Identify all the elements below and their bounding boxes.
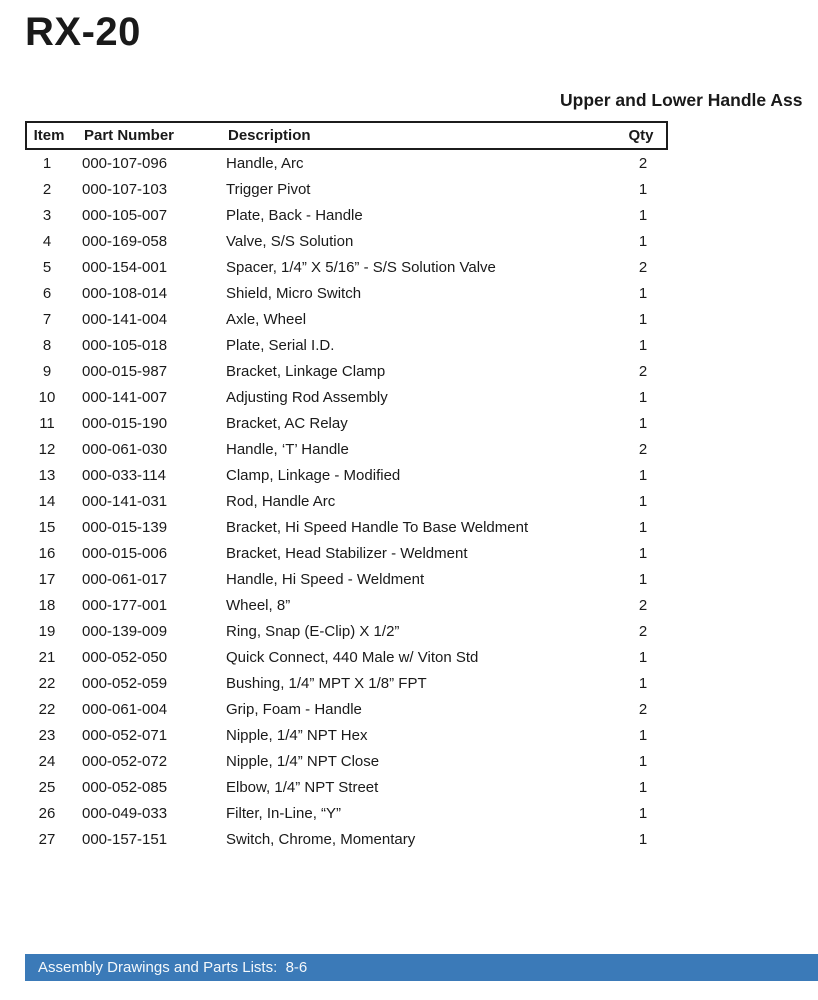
description-cell: Grip, Foam - Handle [226, 700, 362, 718]
table-row [25, 462, 668, 488]
qty-cell: 1 [638, 570, 648, 588]
item-cell: 18 [38, 596, 56, 614]
item-cell: 25 [38, 778, 56, 796]
table-row [25, 826, 668, 852]
part-number-cell: 000-105-018 [82, 336, 168, 354]
description-cell: Shield, Micro Switch [226, 284, 362, 302]
part-number-cell: 000-141-004 [82, 310, 168, 328]
table-row [25, 202, 668, 228]
qty-cell: 1 [638, 284, 648, 302]
description-cell: Quick Connect, 440 Male w/ Viton Std [226, 648, 479, 666]
part-number-cell: 000-107-096 [82, 154, 168, 172]
item-cell: 17 [38, 570, 56, 588]
table-row [25, 722, 668, 748]
description-cell: Bracket, AC Relay [226, 414, 348, 432]
description-cell: Plate, Back - Handle [226, 206, 363, 224]
table-row [25, 254, 668, 280]
table-row [25, 436, 668, 462]
table-row [25, 150, 668, 176]
description-cell: Bracket, Head Stabilizer - Weldment [226, 544, 468, 562]
part-number-cell: 000-107-103 [82, 180, 168, 198]
item-cell: 22 [38, 674, 56, 692]
qty-cell: 1 [638, 180, 648, 198]
parts-table [25, 121, 668, 852]
table-row [25, 488, 668, 514]
item-cell: 3 [42, 206, 52, 224]
description-cell: Bushing, 1/4” MPT X 1/8” FPT [226, 674, 427, 692]
qty-cell: 1 [638, 544, 648, 562]
description-cell: Wheel, 8” [226, 596, 291, 614]
part-number-cell: 000-108-014 [82, 284, 168, 302]
part-number-cell: 000-015-006 [82, 544, 168, 562]
item-cell: 11 [39, 414, 55, 432]
part-number-cell: 000-154-001 [82, 258, 168, 276]
part-number-cell: 000-052-085 [82, 778, 168, 796]
section-heading: Upper and Lower Handle Ass [560, 90, 803, 110]
part-number-cell: 000-015-987 [82, 362, 168, 380]
description-cell: Handle, ‘T’ Handle [226, 440, 349, 458]
item-cell: 12 [38, 440, 56, 458]
item-cell: 19 [38, 622, 56, 640]
qty-cell: 2 [638, 154, 648, 172]
part-number-cell: 000-141-031 [82, 492, 168, 510]
part-number-cell: 000-052-071 [82, 726, 168, 744]
qty-cell: 1 [638, 466, 648, 484]
description-cell: Axle, Wheel [226, 310, 307, 328]
table-row [25, 696, 668, 722]
qty-cell: 1 [638, 492, 648, 510]
table-row [25, 748, 668, 774]
qty-cell: 2 [638, 362, 648, 380]
description-cell: Clamp, Linkage - Modified [226, 466, 401, 484]
column-header-item: Item [33, 127, 65, 144]
qty-cell: 1 [638, 388, 648, 406]
part-number-cell: 000-177-001 [82, 596, 168, 614]
item-cell: 16 [38, 544, 56, 562]
qty-cell: 1 [638, 752, 648, 770]
part-number-cell: 000-157-151 [82, 830, 168, 848]
item-cell: 8 [42, 336, 52, 354]
footer-text: Assembly Drawings and Parts Lists: 8-6 [38, 959, 308, 976]
table-body [25, 150, 668, 852]
part-number-cell: 000-015-190 [82, 414, 168, 432]
part-number-cell: 000-061-030 [82, 440, 168, 458]
description-cell: Ring, Snap (E-Clip) X 1/2” [226, 622, 400, 640]
description-cell: Filter, In-Line, “Y” [226, 804, 342, 822]
qty-cell: 1 [638, 206, 648, 224]
column-header-qty: Qty [628, 127, 654, 144]
table-row [25, 644, 668, 670]
description-cell: Bracket, Linkage Clamp [226, 362, 386, 380]
qty-cell: 1 [638, 414, 648, 432]
qty-cell: 1 [638, 778, 648, 796]
table-row [25, 280, 668, 306]
qty-cell: 1 [638, 726, 648, 744]
item-cell: 22 [38, 700, 56, 718]
part-number-cell: 000-052-059 [82, 674, 168, 692]
table-header-row [25, 121, 668, 150]
description-cell: Handle, Hi Speed - Weldment [226, 570, 425, 588]
item-cell: 1 [42, 154, 52, 172]
part-number-cell: 000-139-009 [82, 622, 168, 640]
table-row [25, 800, 668, 826]
qty-cell: 2 [638, 440, 648, 458]
item-cell: 7 [42, 310, 52, 328]
table-row [25, 540, 668, 566]
item-cell: 5 [42, 258, 52, 276]
table-row [25, 228, 668, 254]
table-row [25, 306, 668, 332]
part-number-cell: 000-169-058 [82, 232, 168, 250]
table-row [25, 176, 668, 202]
qty-cell: 1 [638, 804, 648, 822]
description-cell: Adjusting Rod Assembly [226, 388, 388, 406]
part-number-cell: 000-049-033 [82, 804, 168, 822]
table-row [25, 332, 668, 358]
footer-bar [25, 954, 818, 981]
qty-cell: 2 [638, 700, 648, 718]
table-row [25, 592, 668, 618]
table-row [25, 566, 668, 592]
part-number-cell: 000-141-007 [82, 388, 168, 406]
table-row [25, 384, 668, 410]
column-header-description: Description [228, 127, 311, 144]
table-row [25, 358, 668, 384]
description-cell: Trigger Pivot [226, 180, 311, 198]
table-row [25, 410, 668, 436]
item-cell: 6 [42, 284, 52, 302]
item-cell: 26 [38, 804, 56, 822]
description-cell: Handle, Arc [226, 154, 304, 172]
table-row [25, 514, 668, 540]
description-cell: Rod, Handle Arc [226, 492, 336, 510]
table-row [25, 618, 668, 644]
description-cell: Spacer, 1/4” X 5/16” - S/S Solution Valve [226, 258, 496, 276]
item-cell: 27 [38, 830, 56, 848]
part-number-cell: 000-015-139 [82, 518, 168, 536]
qty-cell: 1 [638, 648, 648, 666]
part-number-cell: 000-033-114 [82, 466, 166, 484]
description-cell: Valve, S/S Solution [226, 232, 354, 250]
description-cell: Nipple, 1/4” NPT Hex [226, 726, 368, 744]
part-number-cell: 000-052-050 [82, 648, 168, 666]
part-number-cell: 000-052-072 [82, 752, 168, 770]
item-cell: 21 [38, 648, 56, 666]
item-cell: 4 [42, 232, 52, 250]
item-cell: 14 [38, 492, 56, 510]
description-cell: Switch, Chrome, Momentary [226, 830, 416, 848]
qty-cell: 1 [638, 232, 648, 250]
part-number-cell: 000-061-017 [82, 570, 168, 588]
column-header-part-number: Part Number [84, 127, 175, 144]
qty-cell: 1 [638, 674, 648, 692]
qty-cell: 1 [638, 310, 648, 328]
item-cell: 9 [42, 362, 52, 380]
table-row [25, 774, 668, 800]
item-cell: 10 [38, 388, 56, 406]
item-cell: 13 [38, 466, 56, 484]
description-cell: Bracket, Hi Speed Handle To Base Weldment [226, 518, 529, 536]
qty-cell: 2 [638, 622, 648, 640]
item-cell: 2 [42, 180, 52, 198]
page-title: RX-20 [25, 10, 141, 54]
description-cell: Plate, Serial I.D. [226, 336, 335, 354]
item-cell: 23 [38, 726, 56, 744]
qty-cell: 1 [638, 830, 648, 848]
item-cell: 15 [38, 518, 56, 536]
qty-cell: 2 [638, 258, 648, 276]
part-number-cell: 000-061-004 [82, 700, 168, 718]
qty-cell: 1 [638, 518, 648, 536]
description-cell: Elbow, 1/4” NPT Street [226, 778, 379, 796]
description-cell: Nipple, 1/4” NPT Close [226, 752, 380, 770]
part-number-cell: 000-105-007 [82, 206, 168, 224]
qty-cell: 2 [638, 596, 648, 614]
table-row [25, 670, 668, 696]
qty-cell: 1 [638, 336, 648, 354]
item-cell: 24 [38, 752, 56, 770]
